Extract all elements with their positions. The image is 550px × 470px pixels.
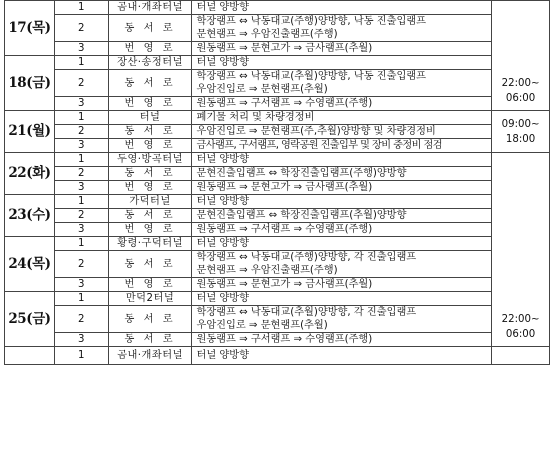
table-row	[5, 125, 550, 139]
seq-cell: 1	[54, 292, 108, 306]
schedule-body	[5, 1, 550, 365]
section-cell: 동 서 로	[108, 15, 192, 42]
date-cell: 18(금)	[5, 56, 55, 111]
description-cell	[192, 125, 492, 139]
description-cell	[192, 209, 492, 223]
table-row	[5, 209, 550, 223]
date-cell: 23(수)	[5, 195, 55, 237]
description-line: 원동램프 ⇒ 구서램프 ⇒ 수영램프(주행)	[196, 334, 373, 345]
description-line: 터널 양방향	[196, 238, 249, 249]
description-cell	[192, 347, 492, 365]
date-cell: 17(목)	[5, 1, 55, 56]
description-cell	[192, 333, 492, 347]
section-cell: 동 서 로	[108, 70, 192, 97]
schedule-sheet	[4, 0, 550, 365]
table-row	[5, 167, 550, 181]
table-row	[5, 181, 550, 195]
description-line: 터널 양방향	[196, 196, 249, 207]
table-row	[5, 111, 550, 125]
section-cell: 곰내·개좌터널	[108, 347, 192, 365]
time-end: 06:00	[505, 93, 536, 104]
description-cell	[192, 306, 492, 333]
description-line: 금사램프, 구서램프, 영락공원 진출입부 및 장비 중정비 점검	[196, 140, 443, 151]
seq-cell: 2	[54, 209, 108, 223]
table-row	[5, 195, 550, 209]
section-cell: 번 영 로	[108, 181, 192, 195]
time-end: 06:00	[505, 329, 536, 340]
section-cell: 번 영 로	[108, 42, 192, 56]
table-row	[5, 15, 550, 42]
section-cell: 두영·방곡터널	[108, 153, 192, 167]
description-cell	[192, 195, 492, 209]
description-line: 문현진출입램프 ⇔ 학장진출입램프(주행)양방향	[196, 168, 407, 179]
table-row	[5, 278, 550, 292]
time-cell	[492, 111, 550, 153]
description-cell	[192, 1, 492, 15]
description-line: 문현램프 ⇒ 우암진출램프(주행)	[196, 29, 338, 40]
section-cell: 동 서 로	[108, 209, 192, 223]
time-cell	[492, 1, 550, 111]
seq-cell: 1	[54, 237, 108, 251]
section-cell: 황령·구덕터널	[108, 237, 192, 251]
description-line: 원동램프 ⇒ 구서램프 ⇒ 수영램프(주행)	[196, 98, 373, 109]
description-line: 학장램프 ⇔ 낙동대교(추월)양방향, 각 진출입램프	[196, 307, 417, 318]
description-line: 우암진입로 ⇒ 문현램프(추월)	[196, 84, 328, 95]
description-line: 원동램프 ⇒ 문현고가 ⇒ 금사램프(추월)	[196, 279, 373, 290]
seq-cell: 2	[54, 125, 108, 139]
table-row	[5, 1, 550, 15]
time-end: 18:00	[505, 133, 536, 145]
table-row	[5, 306, 550, 333]
description-cell	[192, 153, 492, 167]
description-line: 터널 양방향	[196, 293, 249, 304]
table-row	[5, 70, 550, 97]
time-cell	[492, 347, 550, 365]
time-cell	[492, 153, 550, 347]
seq-cell: 1	[54, 153, 108, 167]
time-start: 22:00~	[501, 78, 540, 89]
description-line: 문현진출입램프 ⇔ 학장진출입램프(추월)양방향	[196, 210, 407, 221]
section-cell: 장산·송정터널	[108, 56, 192, 70]
seq-cell: 1	[54, 111, 108, 125]
seq-cell: 3	[54, 139, 108, 153]
description-line: 터널 양방향	[196, 154, 249, 165]
description-cell	[192, 181, 492, 195]
seq-cell: 3	[54, 278, 108, 292]
seq-cell: 3	[54, 181, 108, 195]
table-row	[5, 251, 550, 278]
description-cell	[192, 70, 492, 97]
table-row	[5, 139, 550, 153]
section-cell: 가덕터널	[108, 195, 192, 209]
description-cell	[192, 237, 492, 251]
table-row	[5, 237, 550, 251]
description-line: 우암진입로 ⇒ 문현램프(추월)	[196, 320, 328, 331]
description-line: 터널 양방향	[196, 350, 249, 361]
section-cell: 동 서 로	[108, 251, 192, 278]
section-cell: 동 서 로	[108, 333, 192, 347]
schedule-table	[4, 0, 550, 365]
section-cell: 만덕2터널	[108, 292, 192, 306]
description-line: 학장램프 ⇔ 낙동대교(주행)양방향, 낙동 진출입램프	[196, 16, 426, 27]
seq-cell: 2	[54, 251, 108, 278]
description-line: 원동램프 ⇒ 문현고가 ⇒ 금사램프(추월)	[196, 182, 373, 193]
date-cell: 24(목)	[5, 237, 55, 292]
seq-cell: 2	[54, 306, 108, 333]
description-cell	[192, 167, 492, 181]
seq-cell: 3	[54, 42, 108, 56]
date-cell: 22(화)	[5, 153, 55, 195]
table-row	[5, 153, 550, 167]
seq-cell: 2	[54, 15, 108, 42]
section-cell: 번 영 로	[108, 278, 192, 292]
description-line: 원동램프 ⇒ 문현고가 ⇒ 금사램프(추월)	[196, 43, 373, 54]
description-cell	[192, 42, 492, 56]
section-cell: 동 서 로	[108, 306, 192, 333]
seq-cell: 3	[54, 223, 108, 237]
seq-cell: 1	[54, 347, 108, 365]
seq-cell: 1	[54, 1, 108, 15]
description-line: 우암진입로 ⇒ 문현램프(주,추월)양방향 및 차량경정비	[196, 126, 436, 137]
table-row	[5, 42, 550, 56]
time-start: 09:00~	[501, 118, 540, 130]
table-row	[5, 97, 550, 111]
table-row	[5, 223, 550, 237]
description-line: 폐기물 처리 및 차량경정비	[196, 112, 315, 123]
description-cell	[192, 111, 492, 125]
description-line: 문현램프 ⇒ 우암진출램프(주행)	[196, 265, 338, 276]
section-cell: 번 영 로	[108, 97, 192, 111]
time-start: 22:00~	[501, 314, 540, 325]
description-cell	[192, 223, 492, 237]
table-row	[5, 56, 550, 70]
description-cell	[192, 278, 492, 292]
description-cell	[192, 251, 492, 278]
description-cell	[192, 97, 492, 111]
table-row	[5, 347, 550, 365]
section-cell: 동 서 로	[108, 167, 192, 181]
date-cell: 25(금)	[5, 292, 55, 347]
table-row	[5, 333, 550, 347]
seq-cell: 2	[54, 70, 108, 97]
description-cell	[192, 56, 492, 70]
section-cell: 터널	[108, 111, 192, 125]
description-cell	[192, 15, 492, 42]
description-line: 학장램프 ⇔ 낙동대교(주행)양방향, 각 진출입램프	[196, 252, 417, 263]
description-line: 원동램프 ⇒ 구서램프 ⇒ 수영램프(주행)	[196, 224, 373, 235]
description-line: 터널 양방향	[196, 2, 249, 13]
date-cell: 21(월)	[5, 111, 55, 153]
section-cell: 번 영 로	[108, 139, 192, 153]
description-cell	[192, 292, 492, 306]
seq-cell: 1	[54, 195, 108, 209]
description-line: 터널 양방향	[196, 57, 249, 68]
table-row	[5, 292, 550, 306]
seq-cell: 3	[54, 333, 108, 347]
seq-cell: 3	[54, 97, 108, 111]
section-cell: 곰내·개좌터널	[108, 1, 192, 15]
section-cell: 동 서 로	[108, 125, 192, 139]
section-cell: 번 영 로	[108, 223, 192, 237]
description-cell	[192, 139, 492, 153]
date-cell	[5, 347, 55, 365]
description-line: 학장램프 ⇔ 낙동대교(추월)양방향, 낙동 진출입램프	[196, 71, 426, 82]
seq-cell: 1	[54, 56, 108, 70]
seq-cell: 2	[54, 167, 108, 181]
